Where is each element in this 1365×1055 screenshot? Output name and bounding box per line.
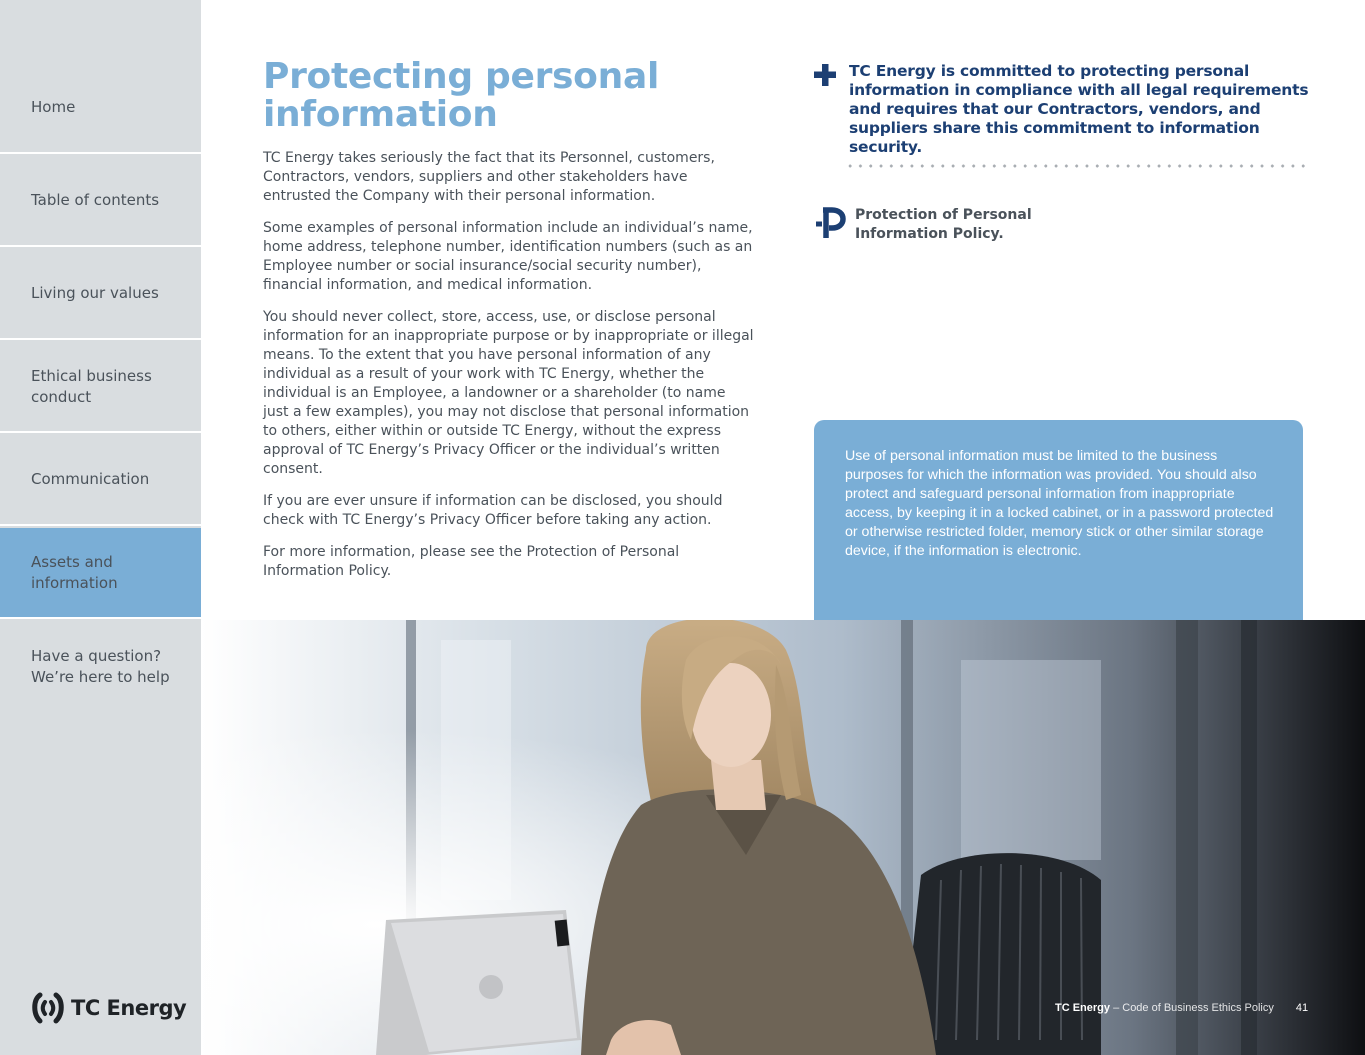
body-paragraph: If you are ever unsure if information can be disclosed, you should check with TC Energy’s Privacy Officer before taking any action. <box>263 493 723 528</box>
page-number: 41 <box>1295 1002 1309 1014</box>
tc-energy-logo-icon <box>31 992 65 1024</box>
sidebar-item-label: Have a question? We’re here to help <box>31 646 170 686</box>
footer-brand: TC Energy <box>1055 1002 1111 1014</box>
policy-p-icon <box>814 207 846 241</box>
info-box <box>814 420 1303 625</box>
page-footer <box>1055 1002 1308 1014</box>
sidebar-item-label: Living our values <box>31 284 159 302</box>
footer-separator: – <box>1110 1002 1123 1014</box>
sidebar-item-living-our-values[interactable] <box>0 249 201 340</box>
sidebar-item-label: Communication <box>31 470 150 488</box>
logo-text: TC Energy <box>71 996 187 1020</box>
sidebar-item-communication[interactable] <box>0 435 201 526</box>
office-photo <box>201 620 1365 1055</box>
sidebar-item-label: Assets and information <box>31 552 118 592</box>
footer-doc-title: Code of Business Ethics Policy <box>1122 1002 1274 1014</box>
woman-laptop-image <box>201 620 1365 1055</box>
tc-energy-logo[interactable] <box>31 992 186 1024</box>
sidebar-item-label: Ethical business conduct <box>31 366 152 406</box>
sidebar-item-assets-and-information[interactable] <box>0 528 201 619</box>
body-paragraph: You should never collect, store, access, use, or disclose personal information for an inappropriate purpose or by inappropriate or illegal means. To the extent that you have personal information of any individual as a result of your work with TC Energy, whether the individual is an Employee, a landowner or a shareholder (to name just a few examples), you may not disclose that personal information to others, either within or outside TC Energy, without the express approval of TC Energy’s Privacy Officer or the individual’s written consent. <box>263 309 754 477</box>
sidebar-item-home[interactable] <box>0 63 201 154</box>
body-paragraph: Some examples of personal information include an individual’s name, home address, telephone number, identification numbers (such as an Employee number or social insurance/social security number), financial information, and medical information. <box>263 220 753 293</box>
body-text <box>263 149 755 594</box>
body-paragraph: For more information, please see the Protection of Personal Information Policy. <box>263 544 680 579</box>
page-title: Protecting personal information <box>263 56 659 135</box>
sidebar-item-label: Home <box>31 98 76 116</box>
sidebar-item-have-a-question[interactable] <box>0 621 201 712</box>
dotted-divider <box>845 163 1305 169</box>
info-box-text: Use of personal information must be limited to the business purposes for which the information was provided. You should also protect and safeguard personal information from inappropriate access, by keeping it in a locked cabinet, or in a password protected or otherwise restricted folder, memory stick or other similar storage device, if the information is electronic. <box>845 448 1274 559</box>
plus-icon <box>814 64 836 86</box>
sidebar-item-ethical-business-conduct[interactable] <box>0 342 201 433</box>
sidebar-item-table-of-contents[interactable] <box>0 156 201 247</box>
commitment-callout: TC Energy is committed to protecting personal information in compliance with all legal requirements and requires that our Contractors, vendors, and suppliers share this commitment to information security. <box>849 62 1309 156</box>
body-paragraph: TC Energy takes seriously the fact that its Personnel, customers, Contractors, vendors, suppliers and other stakeholders have entrusted the Company with their personal information. <box>263 150 715 204</box>
policy-link[interactable]: Protection of Personal Information Policy. <box>855 207 1032 242</box>
sidebar-nav <box>0 0 201 1055</box>
sidebar-item-label: Table of contents <box>31 191 160 209</box>
